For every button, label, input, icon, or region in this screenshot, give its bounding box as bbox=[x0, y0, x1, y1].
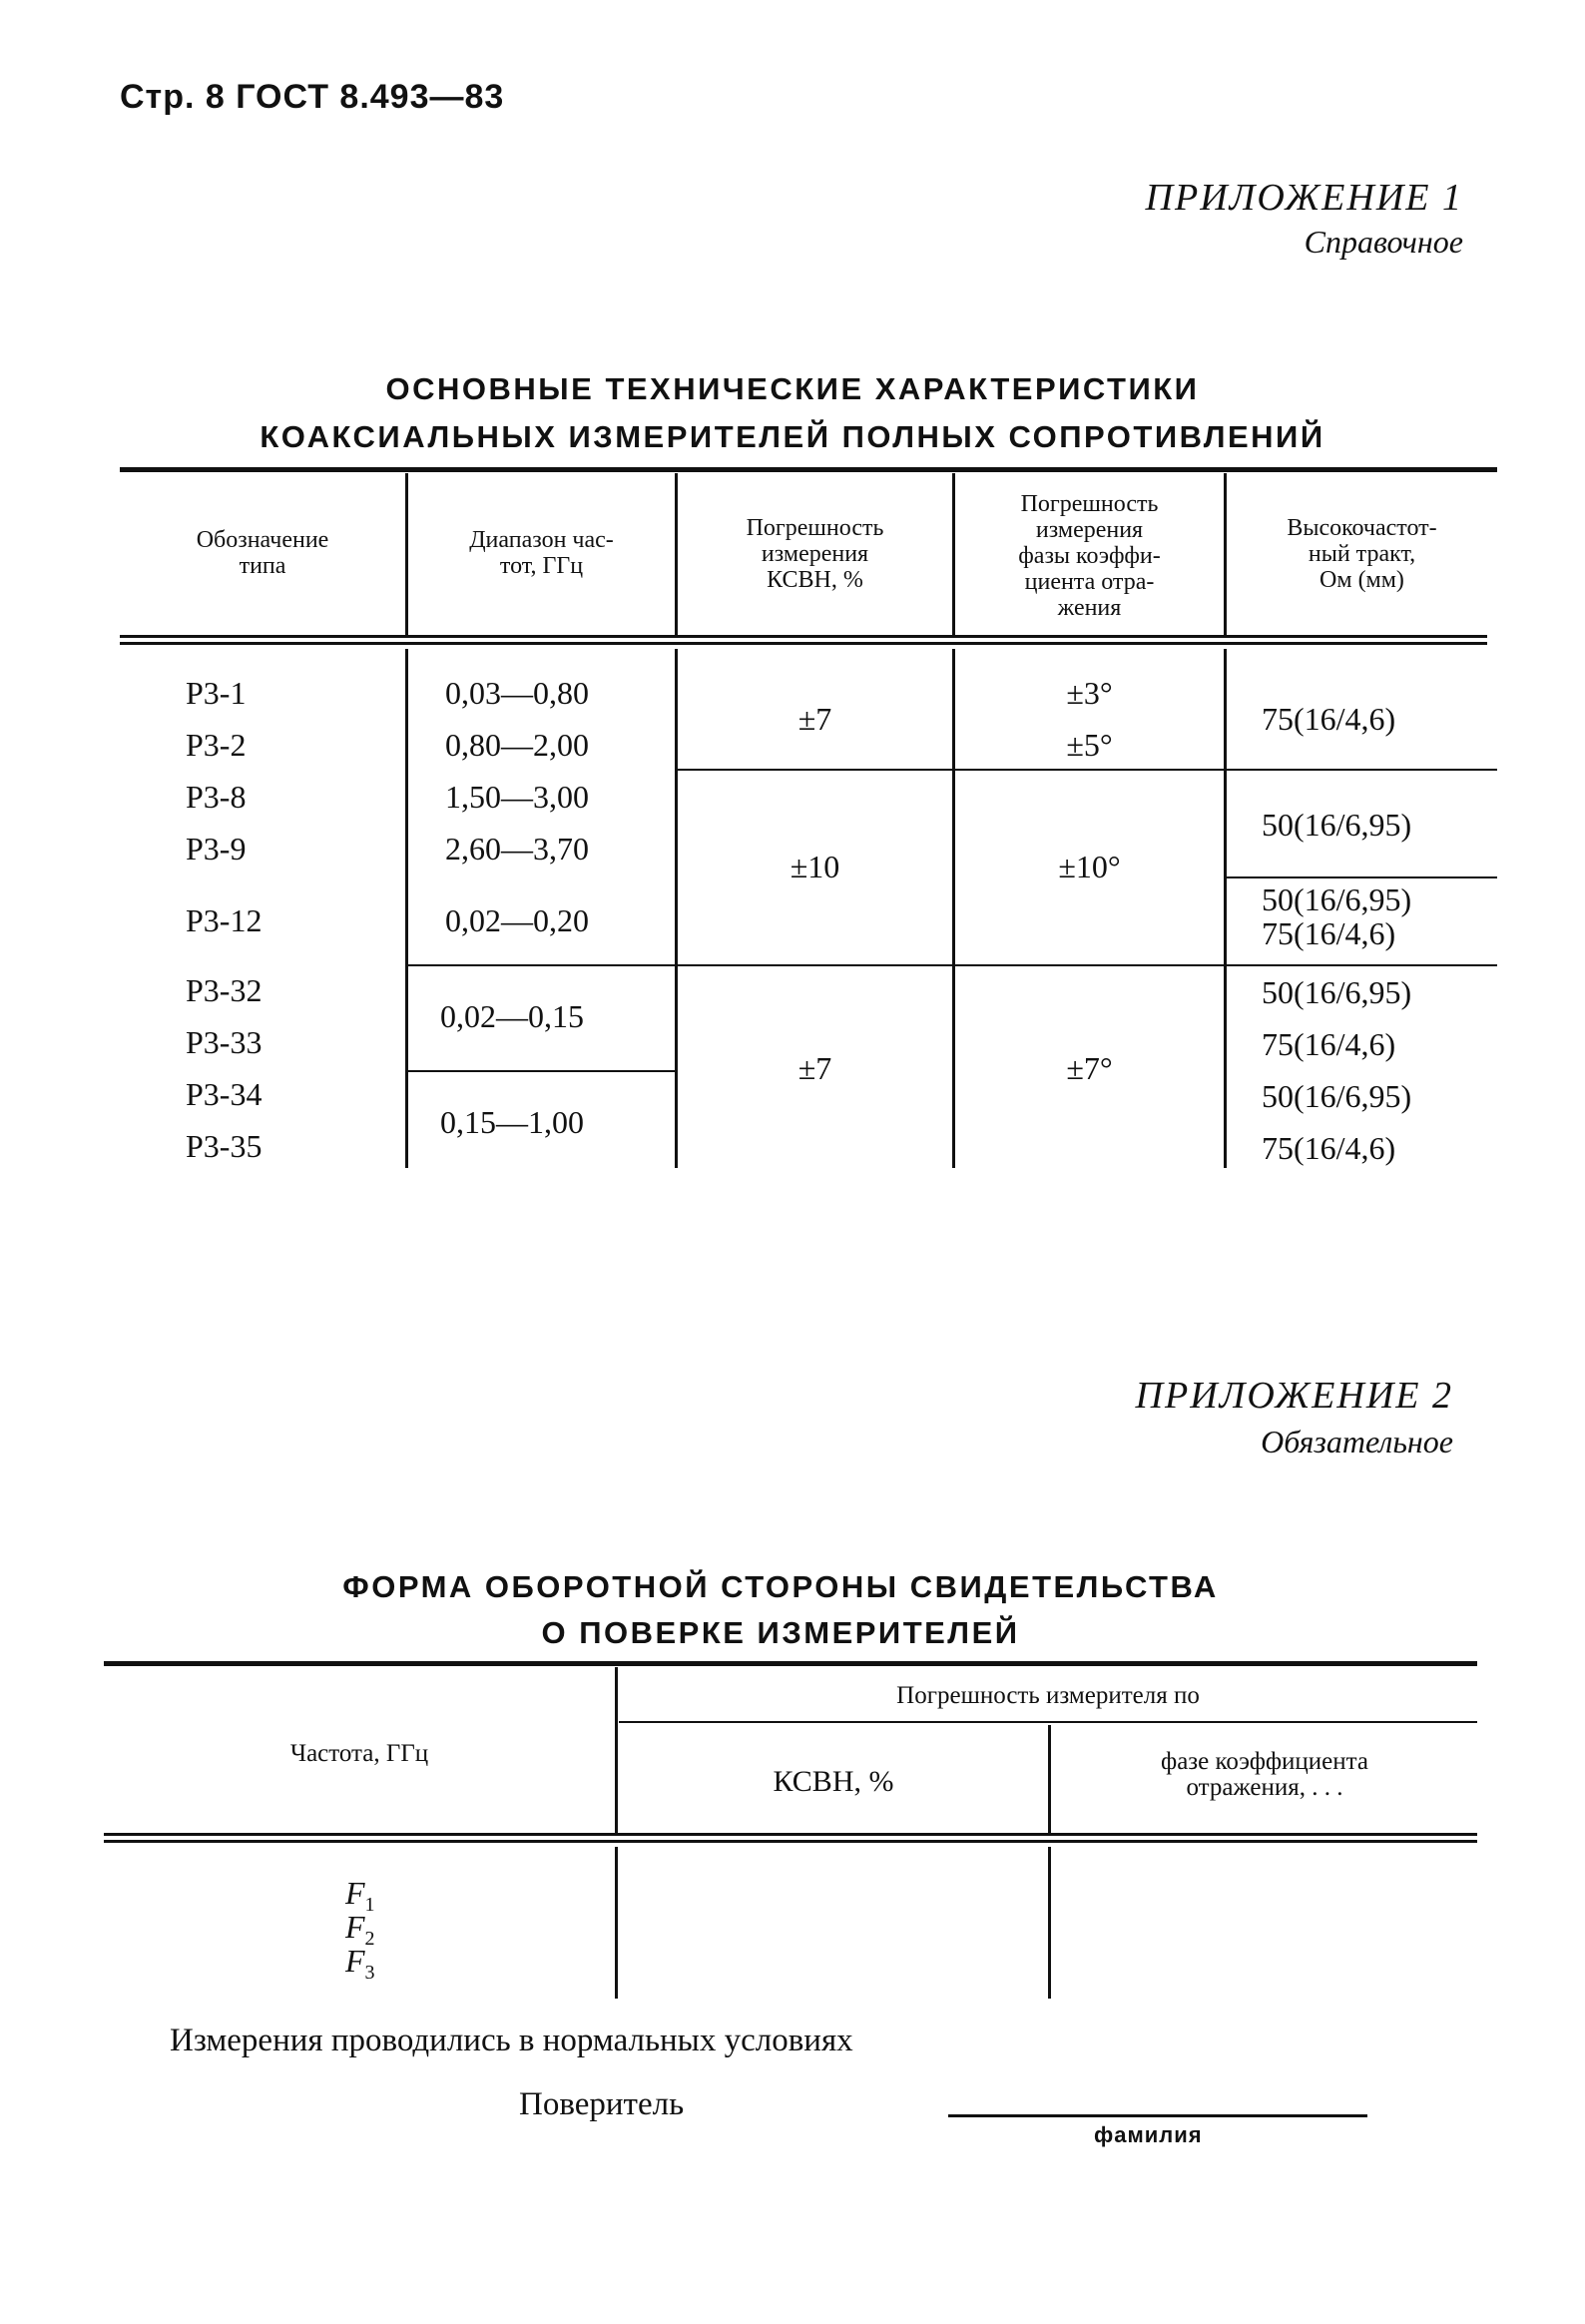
table-1-header-rule bbox=[120, 635, 1487, 638]
table-1-header-rule bbox=[120, 642, 1487, 645]
form-title-line-2: О ПОВЕРКЕ ИЗМЕРИТЕЛЕЙ bbox=[541, 1615, 1020, 1650]
phase-error-cell: ±5° bbox=[1066, 727, 1113, 763]
table-1-title-line-2: КОАКСИАЛЬНЫХ ИЗМЕРИТЕЛЕЙ ПОЛНЫХ СОПРОТИВЛЕНИЙ bbox=[260, 419, 1325, 454]
group-divider bbox=[678, 769, 1224, 771]
group-divider bbox=[408, 1070, 675, 1072]
column-header-vswr: КСВН, % bbox=[773, 1765, 894, 1798]
type-cell: Р3-9 bbox=[186, 831, 247, 867]
frequency-cell: 0,02—0,20 bbox=[445, 902, 589, 938]
frequency-row-f3: $F_3$ bbox=[345, 1943, 375, 1984]
type-cell: Р3-34 bbox=[186, 1076, 263, 1112]
vswr-error-cell: ±7 bbox=[797, 1050, 832, 1086]
column-header-phase: фазе коэффициента отражения, . . . bbox=[1161, 1748, 1368, 1801]
table-1-top-rule bbox=[120, 467, 1497, 472]
measurement-conditions-text: Измерения проводились в нормальных условиях bbox=[170, 2023, 853, 2058]
appendix-2-status: Обязательное bbox=[1261, 1424, 1453, 1459]
verifier-label: Поверитель bbox=[519, 2086, 685, 2122]
group-divider bbox=[1227, 876, 1497, 878]
signature-line bbox=[948, 2114, 1367, 2117]
column-group-error: Погрешность измерителя по bbox=[896, 1682, 1200, 1709]
surname-caption: фамилия bbox=[1094, 2122, 1203, 2147]
frequency-cell: 0,03—0,80 bbox=[445, 675, 589, 711]
type-cell: Р3-12 bbox=[186, 902, 263, 938]
table-2-header-rule bbox=[104, 1833, 1477, 1836]
frequency-row-f1: $F_1$ bbox=[345, 1875, 375, 1916]
appendix-2-label: ПРИЛОЖЕНИЕ 2 bbox=[1135, 1375, 1453, 1417]
table-2-header-divider bbox=[615, 1667, 618, 1833]
tract-cell: 50(16/6,95) bbox=[1262, 881, 1412, 917]
column-header-frequency-range: Диапазон час- тот, ГГц bbox=[469, 527, 614, 579]
tract-cell: 50(16/6,95) bbox=[1262, 974, 1412, 1010]
type-cell: Р3-33 bbox=[186, 1024, 263, 1060]
table-1-title-line-1: ОСНОВНЫЕ ТЕХНИЧЕСКИЕ ХАРАКТЕРИСТИКИ bbox=[385, 371, 1200, 406]
table-2-subheader-rule bbox=[619, 1721, 1477, 1723]
table-2-top-rule bbox=[104, 1661, 1477, 1666]
appendix-1-status: Справочное bbox=[1304, 224, 1463, 260]
phase-error-cell: ±10° bbox=[1058, 849, 1121, 884]
group-divider bbox=[408, 964, 1224, 966]
tract-cell: 75(16/4,6) bbox=[1262, 915, 1396, 951]
tract-cell: 75(16/4,6) bbox=[1262, 1130, 1396, 1166]
frequency-cell: 2,60—3,70 bbox=[445, 831, 589, 867]
type-cell: Р3-32 bbox=[186, 972, 263, 1008]
frequency-cell: 0,15—1,00 bbox=[440, 1104, 584, 1140]
tract-cell: 75(16/4,6) bbox=[1262, 701, 1396, 737]
frequency-row-f2: $F_2$ bbox=[345, 1909, 375, 1950]
column-header-phase-error: Погрешность измерения фазы коэффи- циента отра- жения bbox=[1018, 491, 1161, 621]
group-divider bbox=[1227, 769, 1497, 771]
group-divider bbox=[1227, 964, 1497, 966]
type-cell: Р3-8 bbox=[186, 779, 247, 815]
vswr-error-cell: ±7 bbox=[797, 701, 832, 737]
column-header-vswr-error: Погрешность измерения КСВН, % bbox=[746, 515, 884, 593]
phase-error-cell: ±7° bbox=[1066, 1050, 1113, 1086]
table-1-body-divider bbox=[405, 649, 408, 1168]
table-2-body-divider bbox=[1048, 1847, 1051, 1999]
frequency-cell: 0,02—0,15 bbox=[440, 998, 584, 1034]
table-2-header-rule bbox=[104, 1840, 1477, 1843]
form-title-line-1: ФОРМА ОБОРОТНОЙ СТОРОНЫ СВИДЕТЕЛЬСТВА bbox=[342, 1569, 1219, 1604]
table-2-header-divider bbox=[1048, 1725, 1051, 1833]
type-cell: Р3-2 bbox=[186, 727, 247, 763]
table-1-body-divider bbox=[1224, 649, 1227, 1168]
type-cell: Р3-1 bbox=[186, 675, 247, 711]
type-cell: Р3-35 bbox=[186, 1128, 263, 1164]
page-header: Стр. 8 ГОСТ 8.493—83 bbox=[120, 78, 505, 116]
appendix-1-label: ПРИЛОЖЕНИЕ 1 bbox=[1145, 177, 1463, 219]
tract-cell: 50(16/6,95) bbox=[1262, 807, 1412, 843]
column-header-type: Обозначение типа bbox=[196, 527, 329, 579]
frequency-cell: 0,80—2,00 bbox=[445, 727, 589, 763]
column-header-hf-tract: Высокочастот- ный тракт, Ом (мм) bbox=[1287, 515, 1437, 593]
frequency-cell: 1,50—3,00 bbox=[445, 779, 589, 815]
tract-cell: 75(16/4,6) bbox=[1262, 1026, 1396, 1062]
column-header-frequency: Частота, ГГц bbox=[289, 1740, 429, 1767]
phase-error-cell: ±3° bbox=[1066, 675, 1113, 711]
tract-cell: 50(16/6,95) bbox=[1262, 1078, 1412, 1114]
vswr-error-cell: ±10 bbox=[790, 849, 840, 884]
table-2-body-divider bbox=[615, 1847, 618, 1999]
